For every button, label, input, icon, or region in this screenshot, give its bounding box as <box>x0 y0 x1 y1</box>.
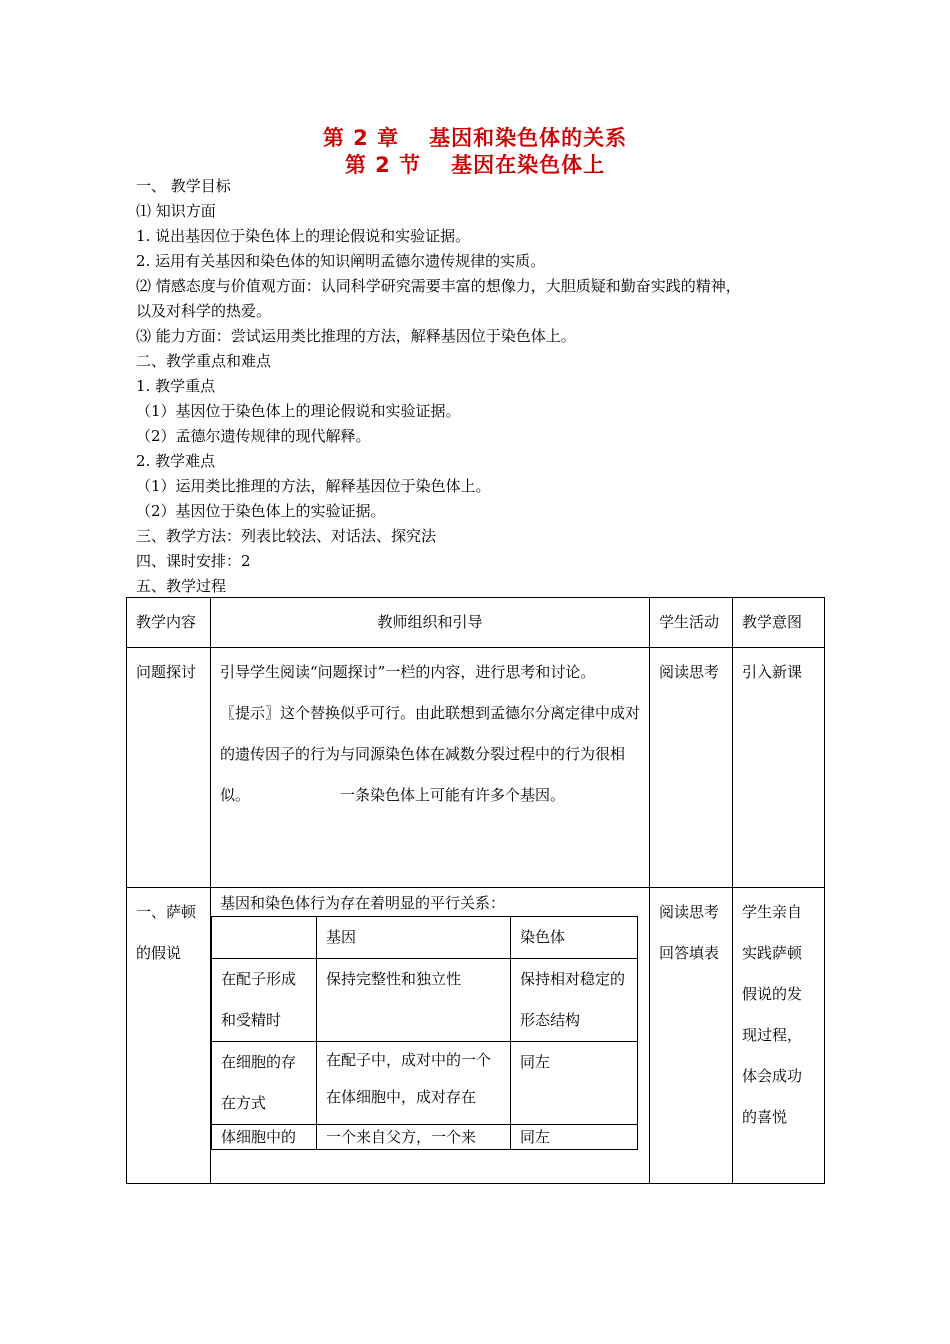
comparison-row <box>212 1042 638 1125</box>
heading-key-points: 二、教学重点和难点 <box>136 352 272 370</box>
chapter-name: 基因和染色体的关系 <box>429 126 628 150</box>
comparison-header-row <box>212 917 638 959</box>
header-activity: 学生活动 <box>650 598 733 648</box>
chapter-number: 第 2 章 <box>322 126 400 150</box>
subheading-knowledge: ⑴ 知识方面 <box>136 202 216 220</box>
row1-guide-intro: 引导学生阅读“问题探讨”一栏的内容，进行思考和讨论。 <box>220 663 596 681</box>
section-number: 第 2 节 <box>344 153 422 177</box>
attitude-line-2: 以及对科学的热爱。 <box>136 302 272 320</box>
teaching-methods: 三、教学方法：列表比较法、对话法、探究法 <box>136 527 437 545</box>
comparison-header-blank <box>212 917 317 959</box>
comparison-header-chromosome: 染色体 <box>511 917 638 959</box>
comparison-row <box>212 1125 638 1150</box>
key-points-label: 1. 教学重点 <box>136 377 216 395</box>
comparison-cell: 保持相对稳定的形态结构 <box>511 959 638 1042</box>
row1-guide <box>211 648 650 888</box>
row1-content: 问题探讨 <box>127 648 211 888</box>
knowledge-item-2: 2. 运用有关基因和染色体的知识阐明孟德尔遗传规律的实质。 <box>136 252 546 270</box>
header-content: 教学内容 <box>127 598 211 648</box>
heading-objectives: 一、 教学目标 <box>136 177 231 195</box>
key-point-1: （1）基因位于染色体上的理论假说和实验证据。 <box>136 402 461 420</box>
knowledge-item-1: 1. 说出基因位于染色体上的理论假说和实验证据。 <box>136 227 471 245</box>
row2-intent: 学生亲自实践萨顿假说的发现过程，体会成功的喜悦 <box>733 888 825 1184</box>
table-row <box>127 888 825 1184</box>
comparison-cell: 保持完整性和独立性 <box>317 959 511 1042</box>
class-hours: 四、课时安排：2 <box>136 552 251 570</box>
section-name: 基因在染色体上 <box>451 153 606 177</box>
comparison-cell: 同左 <box>511 1125 638 1150</box>
comparison-cell: 在配子形成和受精时 <box>212 959 317 1042</box>
comparison-cell: 在配子中，成对中的一个 在体细胞中，成对存在 <box>317 1042 511 1125</box>
chapter-title <box>0 122 950 152</box>
table-header-row <box>127 598 825 648</box>
row2-content: 一、萨顿的假说 <box>127 888 211 1184</box>
heading-process: 五、教学过程 <box>136 577 227 595</box>
comparison-cell: 一个来自父方，一个来 <box>317 1125 511 1150</box>
ability-line: ⑶ 能力方面：尝试运用类比推理的方法，解释基因位于染色体上。 <box>136 327 576 345</box>
header-guide: 教师组织和引导 <box>211 598 650 648</box>
process-table <box>126 597 825 1184</box>
row2-activity: 阅读思考回答填表 <box>650 888 733 1184</box>
table-row <box>127 648 825 888</box>
row1-intent: 引入新课 <box>733 648 825 888</box>
comparison-row <box>212 959 638 1042</box>
row2-guide-intro: 基因和染色体行为存在着明显的平行关系： <box>220 894 506 912</box>
row1-activity: 阅读思考 <box>650 648 733 888</box>
key-point-2: （2）孟德尔遗传规律的现代解释。 <box>136 427 371 445</box>
comparison-cell: 在细胞的存在方式 <box>212 1042 317 1125</box>
row1-guide-hint: 〖提示〗这个替换似乎可行。由此联想到孟德尔分离定律中成对的遗传因子的行为与同源染色体在减数分裂过程中的行为很相似。 一条染色体上可能有许多个基因。 <box>220 704 641 804</box>
comparison-cell: 体细胞中的 <box>212 1125 317 1150</box>
comparison-table <box>211 916 638 1150</box>
header-intent: 教学意图 <box>733 598 825 648</box>
comparison-header-gene: 基因 <box>317 917 511 959</box>
row2-guide <box>211 888 650 1184</box>
difficulty-2: （2）基因位于染色体上的实验证据。 <box>136 502 386 520</box>
difficulties-label: 2. 教学难点 <box>136 452 216 470</box>
comparison-cell: 同左 <box>511 1042 638 1125</box>
difficulty-1: （1）运用类比推理的方法，解释基因位于染色体上。 <box>136 477 491 495</box>
attitude-line-1: ⑵ 情感态度与价值观方面：认同科学研究需要丰富的想像力，大胆质疑和勤奋实践的精神， <box>136 277 741 295</box>
